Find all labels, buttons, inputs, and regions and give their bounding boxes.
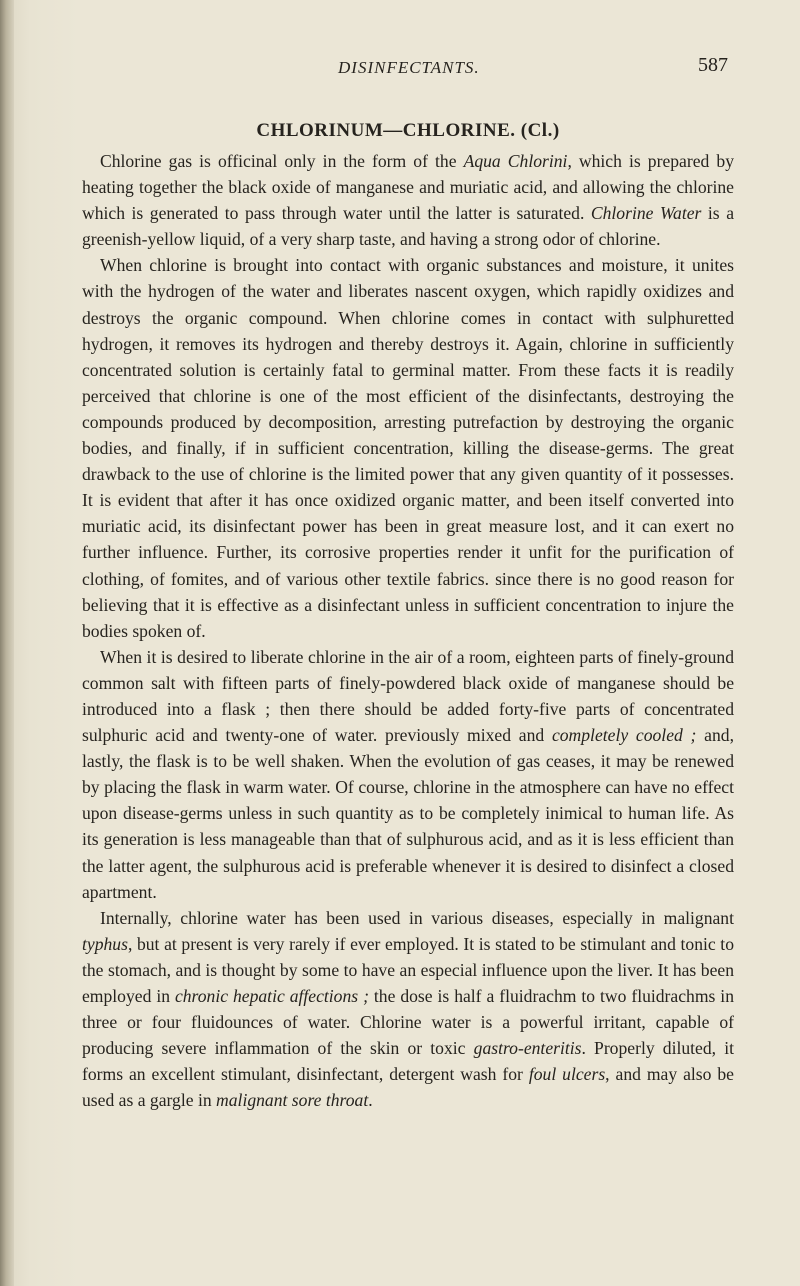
section-title: CHLORINUM—CHLORINE. (Cl.) [256,120,560,141]
text-run: , and may also be used as a gargle in [82,1064,734,1111]
text-run: is a greenish-yellow liquid, of a very sharp taste, and having a strong odor of chlorine. [82,203,734,250]
italic-text-run: Chlorine Water [590,203,702,224]
running-head: DISINFECTANTS. [338,58,480,77]
italic-text-run: typhus [82,933,128,954]
text-run: . [368,1090,373,1111]
text-run: the dose is half a fluidrachm to two fluidrachms in three or four fluidounces of water. Chlorine water is a powerful irritant, capable of producing severe inflammation of the skin or toxic [82,986,734,1059]
text-run: , but at present is very rarely if ever employed. It is stated to be stimulant and tonic to the stomach, and is thought by some to have an especial influence upon the liver. It has been employed in [82,933,734,1006]
text-run: . Properly diluted, it forms an excellent stimulant, disinfectant, detergent wash for [82,1038,734,1085]
page-number: 587 [698,54,728,76]
text-run: Chlorine gas is officinal only in the form of the [100,151,464,171]
italic-text-run: Aqua Chlorini [463,151,568,171]
binding-gutter [0,0,14,1286]
italic-text-run: chronic hepatic affections ; [174,986,369,1006]
text-run: When chlorine is brought into contact with organic substances and moisture, it unites with the hydrogen of the water and liberates nascent oxygen, which rapidly oxidizes and destroys the organic compound. When chlorine comes in contact with sulphuretted hydrogen, it removes its hydrogen and thereby destroys it. Again, chlorine in sufficiently concentrated solution is certainly fatal to germinal matter. From these facts it is readily perceived that chlorine is one of the most efficient of the disinfectants, destroying the compounds produced by decomposition, arresting putrefaction by destroying the organic bodies, and finally, if in sufficient concentration, killing the disease-germs. The great drawback to the use of chlorine is the limited power that any given quantity of it possesses. It is evident that after it has once oxidized organic matter, and been itself converted into muriatic acid, its disinfectant power has been in great measure lost, and it can exert no further influence. Further, its corrosive properties render it unfit for the purification of clothing, of fomites, and of various other textile fabrics. since there is no good reason for believing that it is effective as a disinfectant unless in sufficient concentration to injure the bodies spoken of. [82,255,734,641]
italic-text-run: malignant sore throat [216,1090,369,1111]
text-run: Internally, chlorine water has been used in various diseases, especially in malignant [100,907,734,928]
italic-text-run: foul ulcers [528,1064,606,1085]
paragraph [82,905,734,1114]
page-body [82,118,734,1113]
text-run: , which is prepared by heating together the black oxide of manganese and muriatic acid, and allowing the chlorine which is generated to pass through water until the latter is saturated. [82,151,734,224]
paragraph [82,148,734,252]
paragraph [82,252,734,643]
italic-text-run: gastro-enteritis [473,1038,582,1059]
italic-text-run: completely cooled ; [551,725,697,746]
text-run: and, lastly, the flask is to be well shaken. When the evolution of gas ceases, it may be renewed by placing the flask in warm water. Of course, chlorine in the atmosphere can have no effect upon disease-germs unless in such quantity as to be completely inimical to human life. As its generation is less manageable than that of sulphurous acid, and as it is less efficient than the latter agent, the sulphurous acid is preferable whenever it is desired to disinfect a closed apartment. [82,725,734,902]
page-header [0,54,800,88]
text-run: When it is desired to liberate chlorine in the air of a room, eighteen parts of finely-ground common salt with fifteen parts of finely-powdered black oxide of manganese should be introduced into a flask ; then there should be added forty-five parts of concentrated sulphuric acid and twenty-one of water. previously mixed and [82,646,734,746]
paragraph [82,644,734,905]
